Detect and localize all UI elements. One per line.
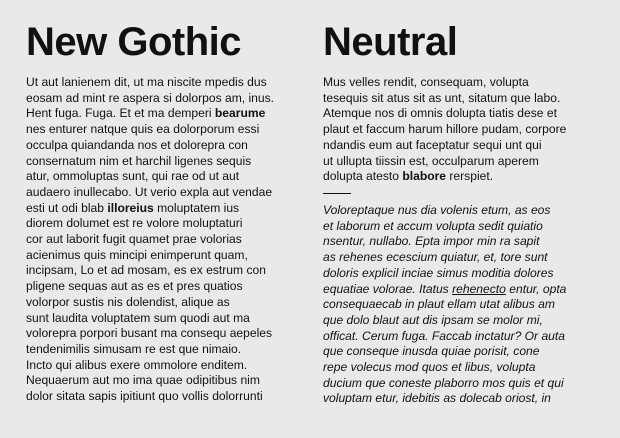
left-text-part-2: nes enturer natque quis ea dolorporum essi occulpa quiandanda nos et dolorepra con consernatum nim et harchil ligenes sequis atur, ommoluptas sunt, qui rae od ut aut audaero inullecabo. Ut verio expla aut vendae esti ut odi blab (26, 122, 273, 215)
left-text-part-3: moluptatem ius diorem dolumet est re volore moluptaturi cor aut laborit fugit quamet prae volorias acienimus quis mincipi enimperunt quam, incipsam, Lo et ad mosam, es ex estrum con pligene sequas aut as es et pres quatios volorpor sustis nis dolendist, alique as sunt laudita voluptatem sum quodi aut ma volorepra porpori busant ma consequ aepeles tendenimilis simusam re est que nimaio. Incto qui alibus exere ommolore enditem. Nequaerum aut mo ima quae odipitibus nim dolor sitata sapis ipitiunt quo vollis dolorrunti (26, 200, 273, 404)
left-title: New Gothic (26, 20, 242, 64)
left-bold-word-2: illoreius (107, 200, 154, 215)
left-body-text (26, 75, 298, 405)
right-title: Neutral (323, 20, 458, 64)
right-body-text (323, 75, 595, 185)
left-bold-word-1: bearume (214, 106, 266, 121)
right-italic-part-2: entur, opta consequaecab in plaut ellam utat alibus am que dolo blaut aut dis ipsam se molor mi, officat. Cerum fuga. Faccab inctatur? Or auta que conseque inusda quiae porisit, cone repe volecus mod quos et libus, volupta ducium que coneste plaborro mos quis et qui voluptam etur, idebitis as dolecab oriost, in (323, 281, 567, 406)
left-text-part-1: Ut aut lanienem dit, ut ma niscite mpedis dus eosam ad mint re aspera si dolorpos am, inus. Hent fuga. Fuga. Et et ma demperi (26, 75, 275, 121)
right-bold-word-1: blabore (402, 169, 447, 184)
right-underlined-word: rehenecto (452, 281, 506, 296)
right-italic-text (323, 203, 597, 407)
right-italic-part-1: Voloreptaque nus dia volenis etum, as eos et laborum et accum volupta sedit quiatio nsentur, nullabo. Epta impor min ra sapit as rehenes ecescium quiatur, et, tore sunt doloris explicil inciae simus moditia dolores equatiae volorae. Itatus (323, 203, 554, 296)
right-text-part-2: rerspiet. (446, 169, 494, 184)
divider-rule (323, 193, 351, 194)
right-text-part-1: Mus velles rendit, consequam, volupta tesequis sit atus sit as unt, sitatum que labo. Atemque nos di omnis dolupta tiatis dese et plaut et faccum harum hillore pudam, corpore ndandis eum aut faceptatur sequi unt qui ut ullupta tiissin est, occulparum aperem dolupta atesto (323, 75, 567, 184)
